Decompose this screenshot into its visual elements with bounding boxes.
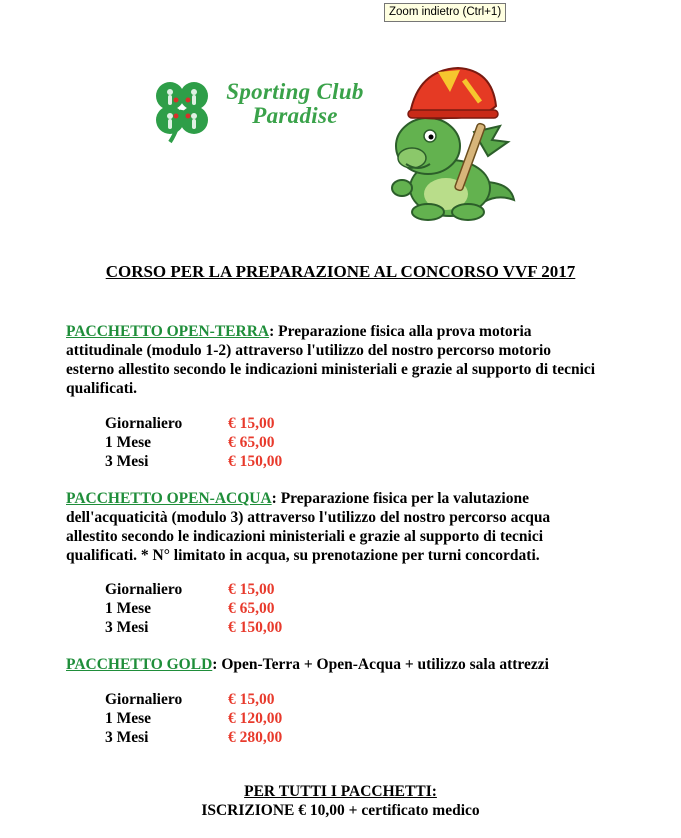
package-desc-line [66, 489, 606, 508]
price-label: Giornaliero [105, 581, 183, 598]
price-list-open-terra [105, 414, 282, 471]
price-label: Giornaliero [105, 691, 183, 708]
package-gold-description [66, 655, 606, 674]
package-desc-line [66, 655, 606, 674]
package-desc-line: esterno allestito secondo le indicazioni ministeriali e grazie al supporto di tecnici [66, 361, 596, 378]
price-row [105, 690, 282, 709]
dragon-mascot-icon [388, 62, 518, 224]
package-desc-line [66, 322, 606, 341]
price-label: 1 Mese [105, 710, 152, 727]
price-amount: € 65,00 [228, 600, 275, 617]
price-row [105, 580, 282, 599]
price-amount: € 150,00 [228, 619, 283, 636]
package-name: PACCHETTO GOLD [66, 656, 213, 673]
package-name: PACCHETTO OPEN-TERRA [66, 323, 270, 340]
footer-line: ISCRIZIONE € 10,00 + certificato medico [201, 802, 480, 819]
price-row [105, 433, 282, 452]
package-desc-text: : Open-Terra + Open-Acqua + utilizzo sala attrezzi [212, 656, 549, 673]
price-amount: € 120,00 [228, 710, 283, 727]
package-desc-line: attitudinale (modulo 1-2) attraverso l'utilizzo del nostro percorso motorio [66, 342, 552, 359]
price-amount: € 15,00 [228, 691, 275, 708]
price-amount: € 15,00 [228, 581, 275, 598]
price-label: 3 Mesi [105, 729, 149, 746]
price-amount: € 280,00 [228, 729, 283, 746]
clover-icon [148, 78, 216, 144]
package-desc-text: : Preparazione fisica per la valutazione [271, 490, 529, 507]
price-label: Giornaliero [105, 415, 183, 432]
package-open-acqua-description [66, 489, 606, 565]
dragon-firefighter-mascot [388, 62, 518, 224]
package-desc-line: dell'acquaticità (modulo 3) attraverso l'utilizzo del nostro percorso acqua [66, 509, 551, 526]
price-row [105, 728, 282, 747]
logo-text [220, 80, 370, 128]
price-amount: € 15,00 [228, 415, 275, 432]
price-amount: € 150,00 [228, 453, 283, 470]
zoom-tooltip: Zoom indietro (Ctrl+1) [384, 3, 506, 22]
logo-line-1: Sporting Club [226, 79, 364, 104]
footer-heading [0, 782, 681, 801]
logo-line-2: Paradise [252, 103, 338, 128]
price-label: 1 Mese [105, 434, 152, 451]
price-label: 3 Mesi [105, 453, 149, 470]
price-row [105, 599, 282, 618]
price-amount: € 65,00 [228, 434, 275, 451]
package-name: PACCHETTO OPEN-ACQUA [66, 490, 272, 507]
sporting-club-logo [148, 78, 368, 144]
price-row [105, 414, 282, 433]
package-desc-line: allestito secondo le indicazioni ministeriali e grazie al supporto di tecnici [66, 528, 544, 545]
price-row [105, 709, 282, 728]
price-row [105, 618, 282, 637]
footer-heading-text: PER TUTTI I PACCHETTI: [244, 783, 437, 800]
price-list-gold [105, 690, 282, 747]
price-row [105, 452, 282, 471]
package-desc-text: : Preparazione fisica alla prova motoria [269, 323, 532, 340]
page-title: CORSO PER LA PREPARAZIONE AL CONCORSO VVF 2017 [105, 262, 576, 281]
package-desc-line: qualificati. * N° limitato in acqua, su prenotazione per turni concordati. [66, 547, 540, 564]
price-list-open-acqua [105, 580, 282, 637]
package-desc-line: qualificati. [66, 380, 138, 397]
price-label: 1 Mese [105, 600, 152, 617]
price-label: 3 Mesi [105, 619, 149, 636]
package-open-terra-description [66, 322, 606, 398]
